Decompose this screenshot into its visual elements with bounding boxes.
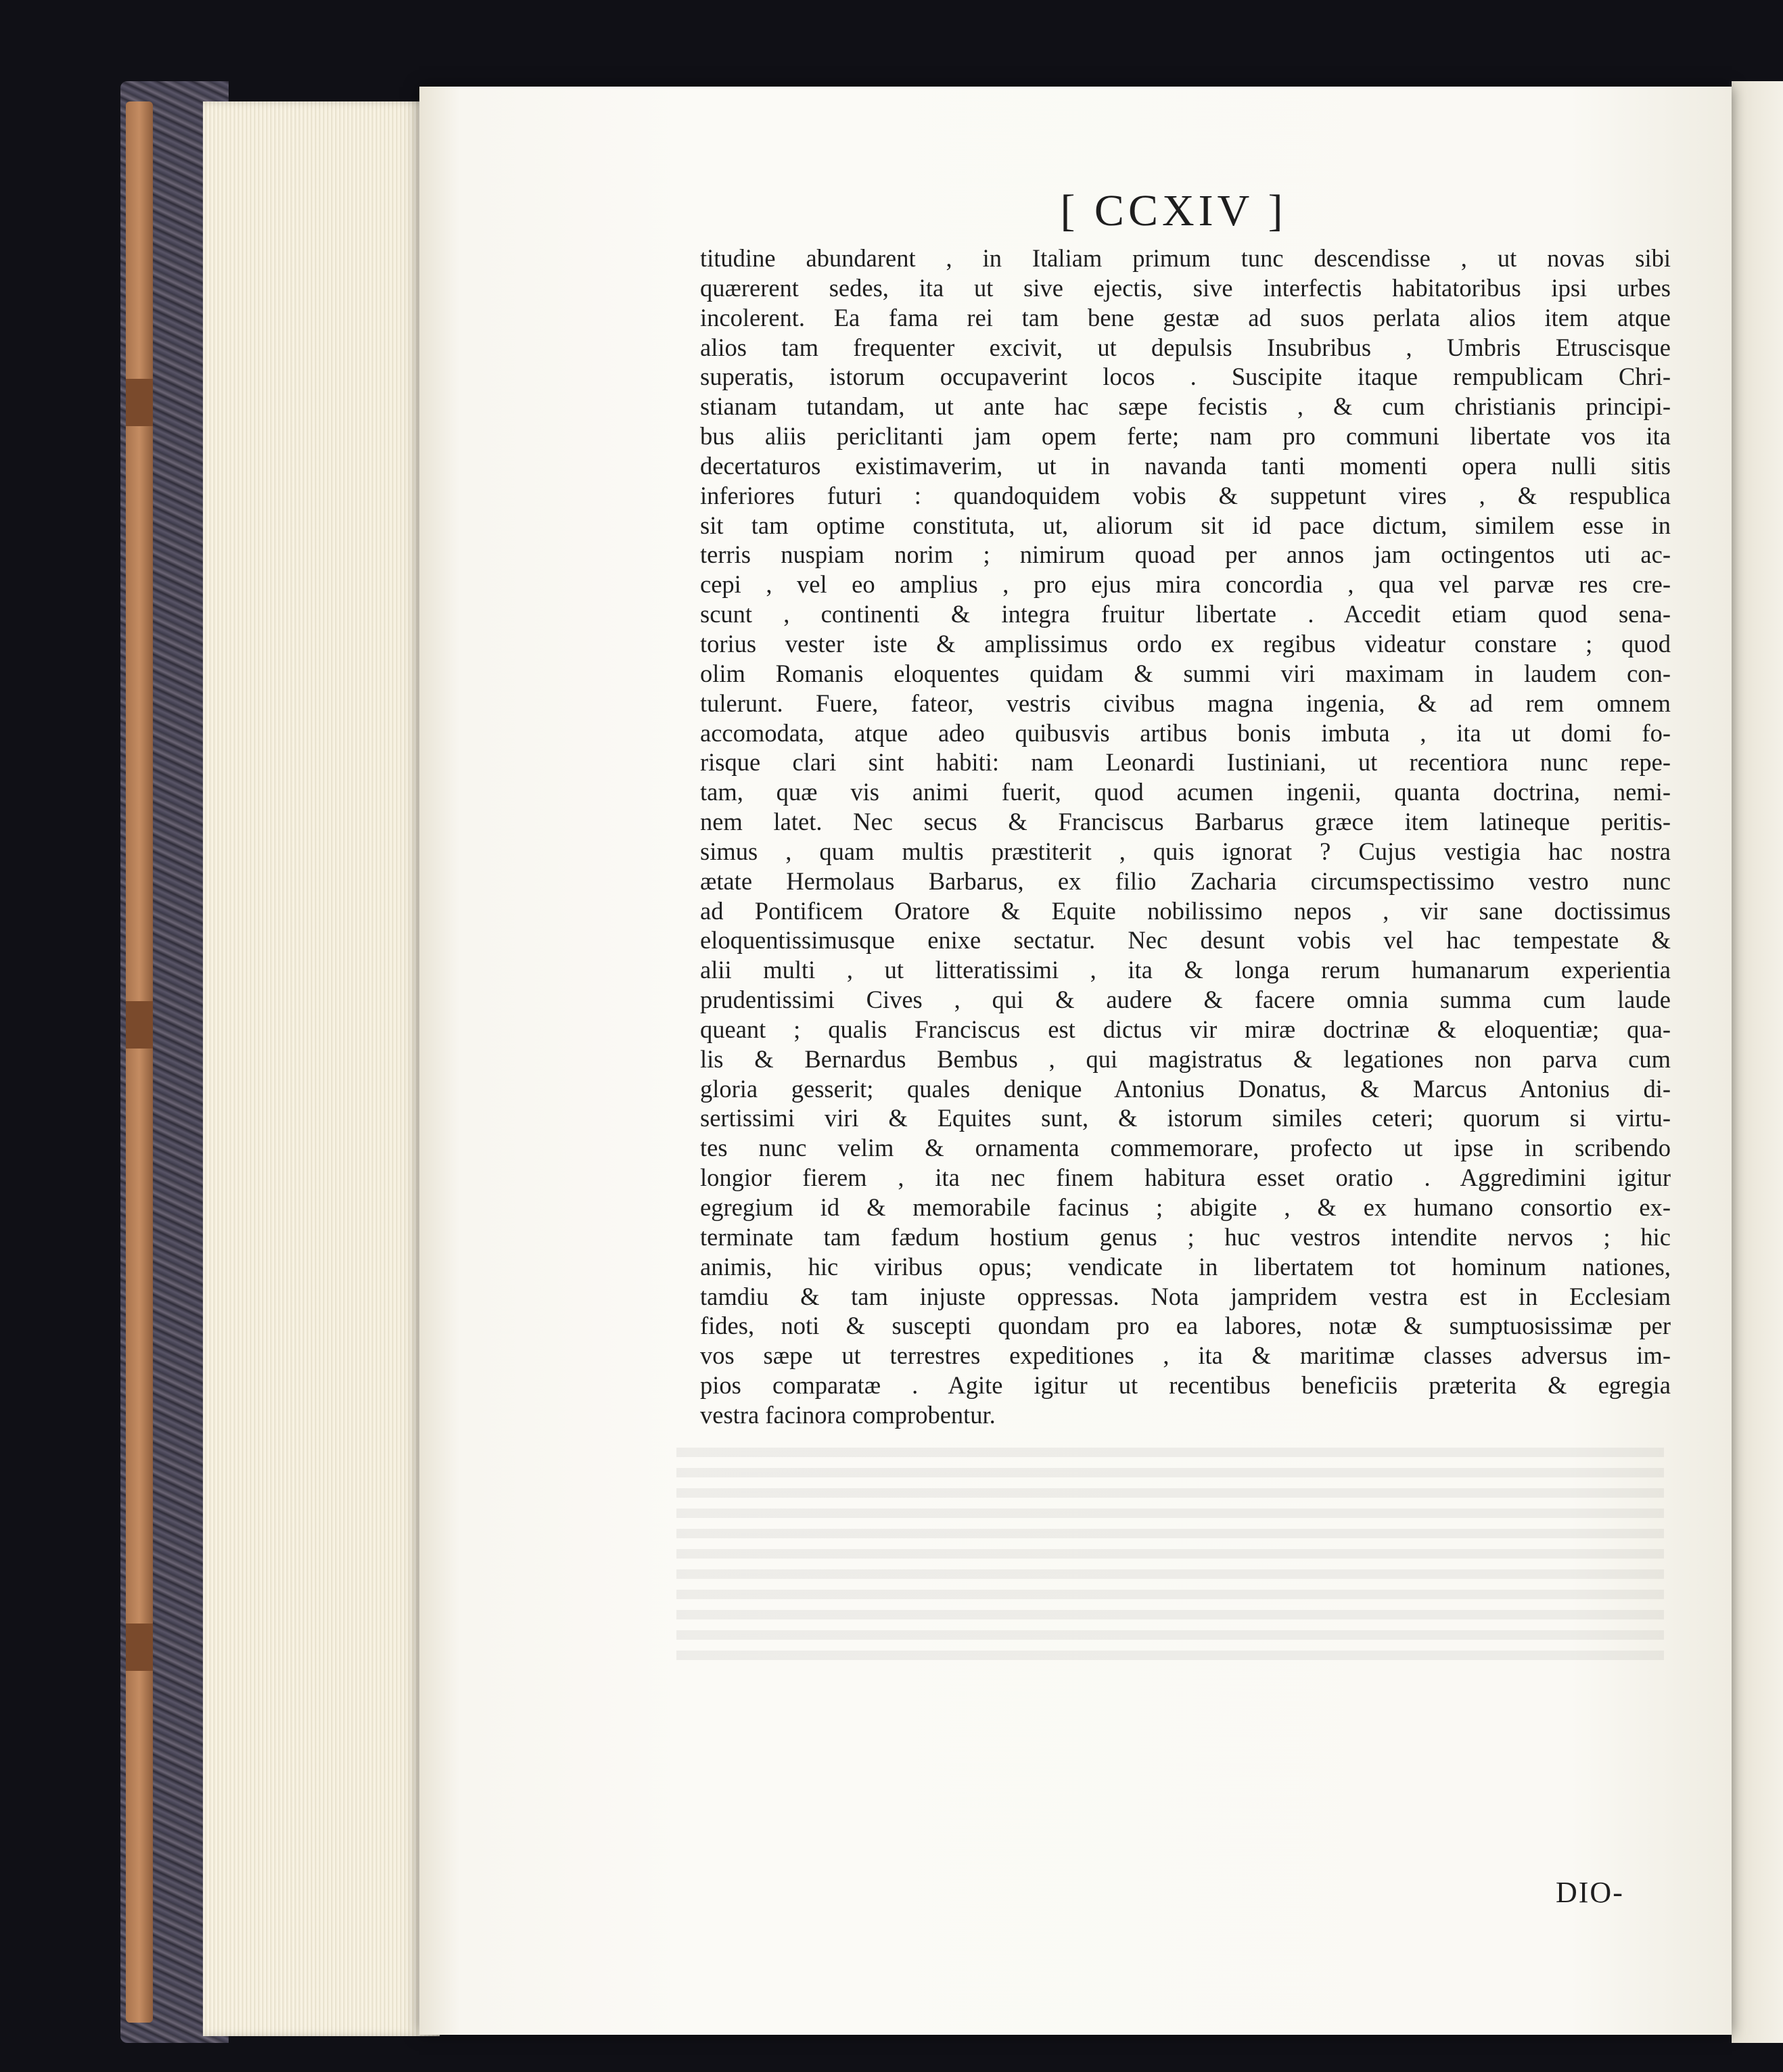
text-line: terris nuspiam norim ; nimirum quoad per annos jam octingentos uti ac-: [700, 540, 1671, 569]
text-line: sertissimi viri & Equites sunt, & istorum similes ceteri; quorum si virtu-: [700, 1104, 1671, 1132]
text-line: alios tam frequenter excivit, ut depulsis Insubribus , Umbris Etruscisque: [700, 333, 1671, 361]
text-line: decertaturos existimaverim, ut in navanda tanti momenti opera nulli sitis: [700, 451, 1671, 480]
text-line: prudentissimi Cives , qui & audere & facere omnia summa cum laude: [700, 986, 1671, 1014]
text-line: tamdiu & tam injuste oppressas. Nota jampridem vestra est in Ecclesiam: [700, 1282, 1671, 1310]
text-line: fides, noti & suscepti quondam pro ea labores, notæ & sumptuosissimæ per: [700, 1312, 1671, 1340]
text-line: olim Romanis eloquentes quidam & summi viri maximam in laudem con-: [700, 659, 1671, 687]
facing-page-edge: [1732, 81, 1783, 2043]
text-line: queant ; qualis Franciscus est dictus vir miræ doctrinæ & eloquentiæ; qua-: [700, 1015, 1671, 1043]
text-line: bus aliis periclitanti jam opem ferte; nam pro communi libertate vos ita: [700, 422, 1671, 451]
text-line: tam, quæ vis animi fuerit, quod acumen ingenii, quanta doctrina, nemi-: [700, 778, 1671, 806]
text-line: ætate Hermolaus Barbarus, ex filio Zacharia circumspectissimo vestro nunc: [700, 867, 1671, 895]
text-line: eloquentissimusque enixe sectatur. Nec desunt vobis vel hac tempestate &: [700, 926, 1671, 954]
text-line: gloria gesserit; quales denique Antonius Donatus, & Marcus Antonius di-: [700, 1074, 1671, 1103]
spine-band: [126, 1624, 153, 1671]
page-block-edges: [203, 101, 440, 2036]
text-line: superatis, istorum occupaverint locos . Suscipite itaque rempublicam Chri-: [700, 363, 1671, 391]
text-line: ad Pontificem Oratore & Equite nobilissimo nepos , vir sane doctissimus: [700, 896, 1671, 925]
text-line: vestra facinora comprobentur.: [700, 1400, 996, 1429]
catchword: DIO-: [1556, 1876, 1624, 1909]
text-line: risque clari sint habiti: nam Leonardi Iustiniani, ut recentiora nunc repe-: [700, 748, 1671, 777]
text-line: scunt , continenti & integra fruitur libertate . Accedit etiam quod sena-: [700, 600, 1671, 628]
text-line: lis & Bernardus Bembus , qui magistratus & legationes non parva cum: [700, 1044, 1671, 1073]
text-line: nem latet. Nec secus & Franciscus Barbarus græce item latineque peritis-: [700, 808, 1671, 836]
show-through-text: [676, 1448, 1664, 1671]
text-line: alii multi , ut litteratissimi , ita & longa rerum humanarum experientia: [700, 956, 1671, 984]
text-line: pios comparatæ . Agite igitur ut recentibus beneficiis præterita & egregia: [700, 1371, 1671, 1400]
text-line: terminate tam fædum hostium genus ; huc vestros intendite nervos ; hic: [700, 1222, 1671, 1251]
text-line: simus , quam multis præstiterit , quis ignorat ? Cujus vestigia hac nostra: [700, 837, 1671, 865]
text-line: tes nunc velim & ornamenta commemorare, profecto ut ipse in scribendo: [700, 1134, 1671, 1162]
text-line: incolerent. Ea fama rei tam bene gestæ ad suos perlata alios item atque: [700, 303, 1671, 331]
text-line: tulerunt. Fuere, fateor, vestris civibus magna ingenia, & ad rem omnem: [700, 689, 1671, 717]
text-line: titudine abundarent , in Italiam primum tunc descendisse , ut novas sibi: [700, 244, 1671, 272]
text-line: stianam tutandam, ut ante hac sæpe fecistis , & cum christianis principi-: [700, 392, 1671, 421]
text-line: sit tam optime constituta, ut, aliorum sit id pace dictum, similem esse in: [700, 511, 1671, 539]
text-line: inferiores futuri : quandoquidem vobis & suppetunt vires , & respublica: [700, 481, 1671, 509]
text-line: egregium id & memorabile facinus ; abigite , & ex humano consortio ex-: [700, 1193, 1671, 1221]
text-line: animis, hic viribus opus; vendicate in libertatem tot hominum nationes,: [700, 1252, 1671, 1281]
text-line: vos sæpe ut terrestres expeditiones , ita & maritimæ classes adversus im-: [700, 1341, 1671, 1370]
spine-band: [126, 379, 153, 426]
text-line: torius vester iste & amplissimus ordo ex regibus videatur constare ; quod: [700, 629, 1671, 658]
spine-band: [126, 1001, 153, 1049]
text-line: accomodata, atque adeo quibusvis artibus bonis imbuta , ita ut domi fo-: [700, 718, 1671, 747]
text-line: quærerent sedes, ita ut sive ejectis, sive interfectis habitatoribus ipsi urbes: [700, 273, 1671, 302]
page-header: [ CCXIV ]: [1060, 186, 1287, 235]
text-line: longior fierem , ita nec finem habitura esset oratio . Aggredimini igitur: [700, 1164, 1671, 1192]
text-line: cepi , vel eo amplius , pro ejus mira concordia , qua vel parvæ res cre-: [700, 570, 1671, 599]
body-text: [700, 244, 1671, 1430]
